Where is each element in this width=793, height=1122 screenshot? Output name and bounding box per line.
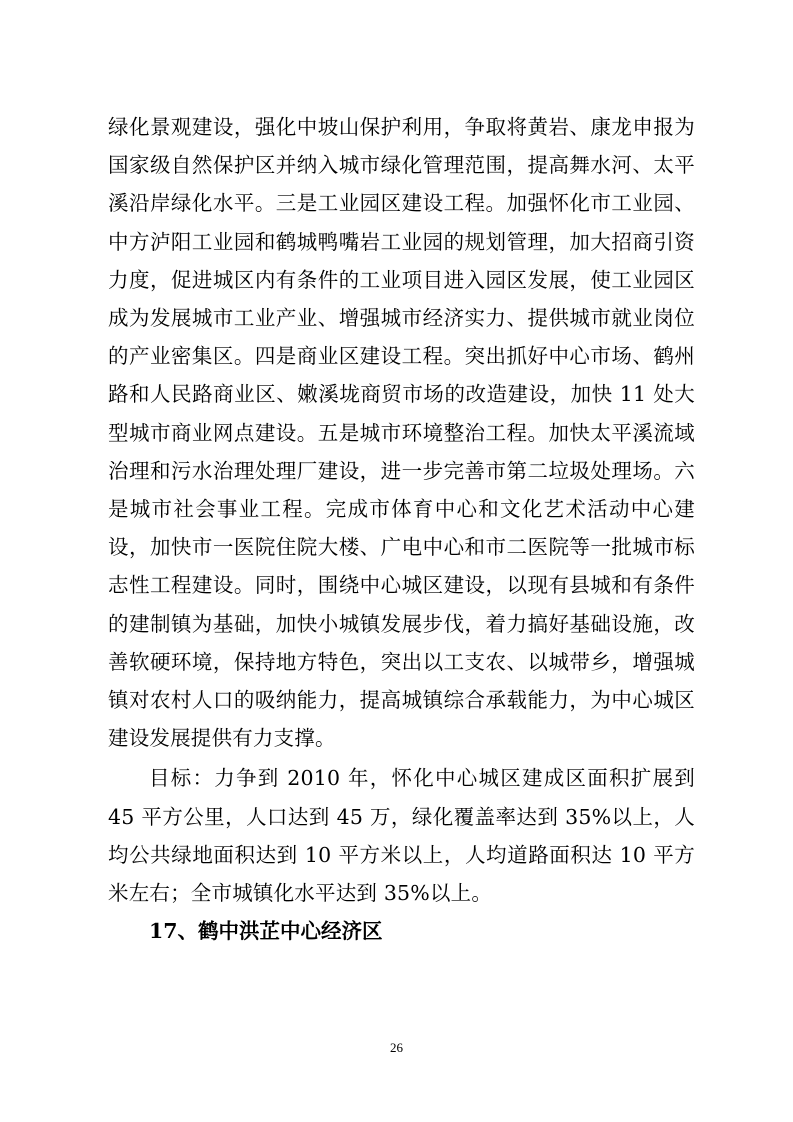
section-heading: 17、鹤中洪芷中心经济区 — [149, 919, 383, 944]
paragraph-goal: 目标：力争到 2010 年，怀化中心城区建成区面积扩展到 45 平方公里，人口达到 45 万，绿化覆盖率达到 35%以上，人均公共绿地面积达到 10 平方米以上，人均道路面积达 10 平方米左右；全市城镇化水平达到 35%以上。 — [108, 766, 695, 906]
page-number: 26 — [390, 1040, 403, 1055]
paragraph-main: 绿化景观建设，强化中坡山保护利用，争取将黄岩、康龙申报为国家级自然保护区并纳入城市绿化管理范围，提高舞水河、太平溪沿岸绿化水平。三是工业园区建设工程。加强怀化市工业园、中方泸阳工业园和鹤城鸭嘴岩工业园的规划管理，加大招商引资力度，促进城区内有条件的工业项目进入园区发展，使工业园区成为发展城市工业产业、增强城市经济实力、提供城市就业岗位的产业密集区。四是商业区建设工程。突出抓好中心市场、鹤州路和人民路商业区、嫩溪垅商贸市场的改造建设，加快 11 处大型城市商业网点建设。五是城市环境整治工程。加快太平溪流域治理和污水治理处理厂建设，进一步完善市第二垃圾处理场。六是城市社会事业工程。完成市体育中心和文化艺术活动中心建设，加快市一医院住院大楼、广电中心和市二医院等一批城市标志性工程建设。同时，围绕中心城区建设，以现有县城和有条件的建制镇为基础，加快小城镇发展步伐，着力搞好基础设施，改善软硬环境，保持地方特色，突出以工支农、以城带乡，增强城镇对农村人口的吸纳能力，提高城镇综合承载能力，为中心城区建设发展提供有力支撑。 — [108, 115, 695, 751]
